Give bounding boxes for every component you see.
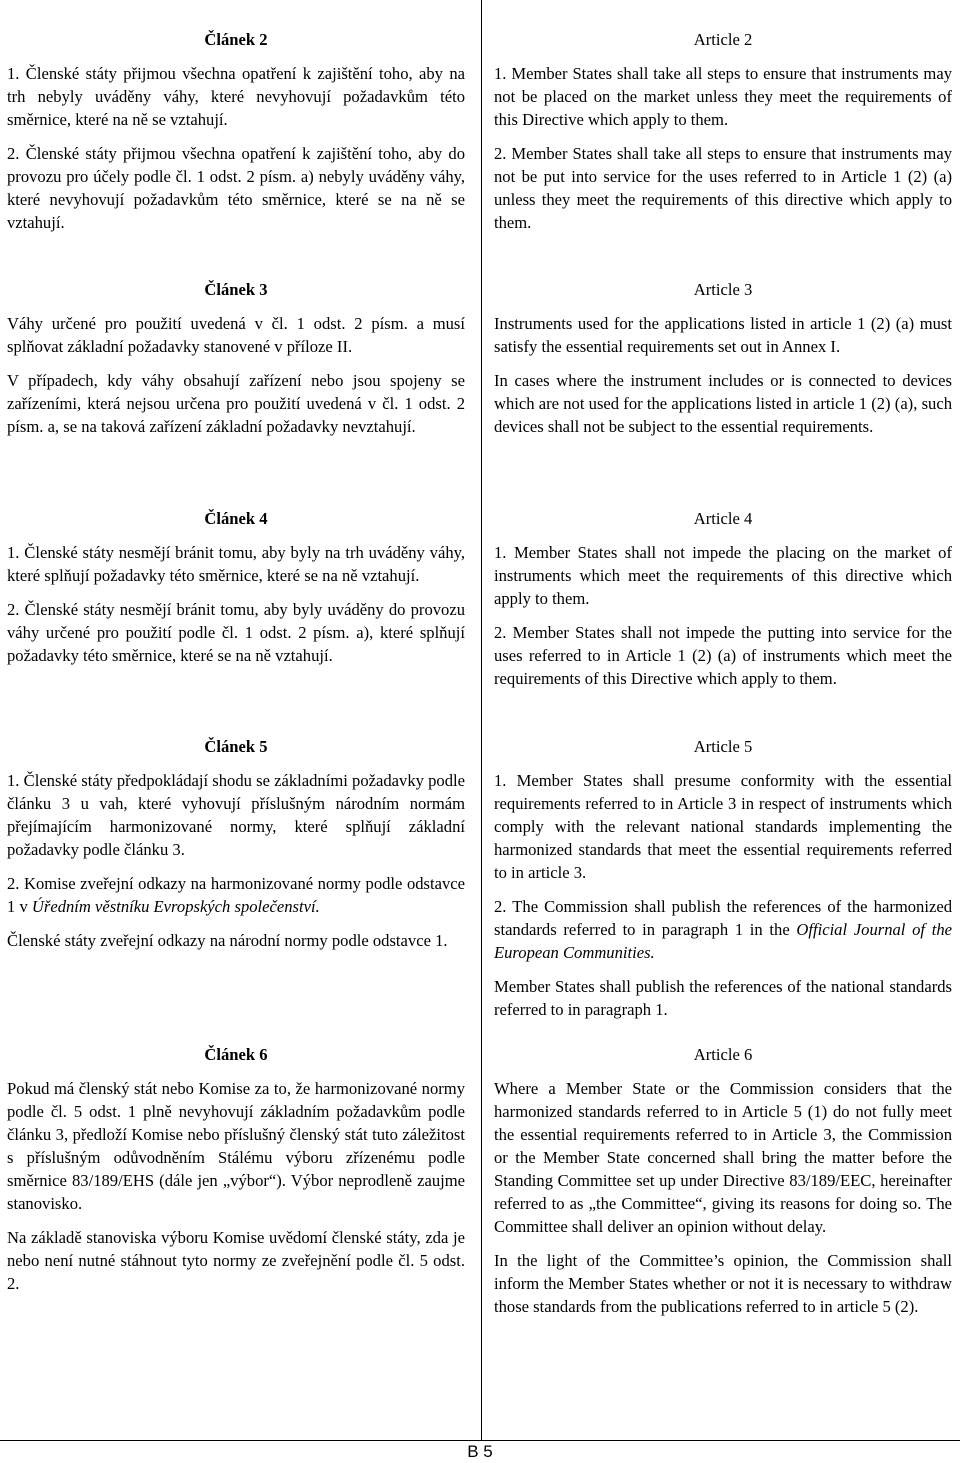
paragraph: 2. Member States shall take all steps to ensure that instruments may not be put into service for the uses referred to in Article 1 (2) (a) unless they meet the requirements of this directive which apply to them. [494,144,952,232]
paragraph: 2. Členské státy nesmějí bránit tomu, aby byly uváděny do provozu váhy určené pro použití podle čl. 1 odst. 2 písm. a), které splňují požadavky této směrnice, které se na ně vztahují. [7,600,465,665]
article-heading: Article 4 [693,509,753,528]
paragraph: In cases where the instrument includes or is connected to devices which are not used for the applications listed in article 1 (2) (a), such devices shall not be subject to the essential requirements. [494,371,952,436]
paragraph: Na základě stanoviska výboru Komise uvědomí členské státy, zda je nebo není nutné stáhnout tyto normy ze zveřejnění podle čl. 5 odst. 2. [7,1228,465,1293]
article-2-en [494,28,952,234]
article-heading: Článek 2 [204,30,268,49]
column-divider [481,0,482,1440]
paragraph: 1. Členské státy předpokládají shodu se základními požadavky podle článku 3 u vah, které vyhovují příslušným národním normám přejímajícím harmonizované normy, které splňují základní požadavky podle článku 3. [7,771,465,859]
article-6-cz [7,1043,465,1295]
article-heading: Article 2 [693,30,753,49]
article-heading: Article 6 [693,1045,753,1064]
article-heading: Article 3 [693,280,753,299]
paragraph: 1. Členské státy nesmějí bránit tomu, aby byly na trh uváděny váhy, které splňují požadavky této směrnice, které se na ně vztahují. [7,543,465,585]
article-heading: Článek 3 [204,280,268,299]
article-3-cz [7,278,465,438]
page-number: B 5 [467,1442,493,1461]
article-5-cz [7,735,465,952]
article-heading: Článek 5 [204,737,268,756]
paragraph: V případech, kdy váhy obsahují zařízení nebo jsou spojeny se zařízeními, která nejsou určena pro použití uvedená v čl. 1 odst. 2 písm. a, se na taková zařízení základní požadavky nevztahují. [7,371,465,436]
journal-title: Úředním věstníku Evropských společenství. [31,897,320,916]
paragraph: 1. Členské státy přijmou všechna opatření k zajištění toho, aby na trh nebyly uváděny váhy, které nevyhovují požadavkům této směrnice, které na ně se vztahují. [7,64,465,129]
article-5-en [494,735,952,1021]
paragraph-text: 2. Komise zveřejní odkazy na harmonizované normy podle odstavce 1 v [7,874,465,916]
article-4-en [494,507,952,690]
paragraph: In the light of the Committee’s opinion, the Commission shall inform the Member States whether or not it is necessary to withdraw those standards from the publications referred to in article 5 (2). [494,1251,952,1316]
paragraph: 1. Member States shall not impede the placing on the market of instruments which meet the requirements of this directive which apply to them. [494,543,952,608]
paragraph: Pokud má členský stát nebo Komise za to, že harmonizované normy podle čl. 5 odst. 1 plně nevyhovují základním požadavkům podle článku 3, předloží Komise nebo příslušný členský stát tuto záležitost s příslušným odůvodněním Stálému výboru zřízenému podle směrnice 83/189/EHS (dále jen „výbor“). Výbor neprodleně zaujme stanovisko. [7,1079,465,1213]
article-6-en [494,1043,952,1318]
paragraph: Váhy určené pro použití uvedená v čl. 1 odst. 2 písm. a musí splňovat základní požadavky stanovené v příloze II. [7,314,465,356]
paragraph: 1. Member States shall take all steps to ensure that instruments may not be placed on the market unless they meet the requirements of this Directive which apply to them. [494,64,952,129]
journal-title: Official Journal of the European Communities. [494,920,952,962]
article-3-en [494,278,952,438]
paragraph: Členské státy zveřejní odkazy na národní normy podle odstavce 1. [7,931,448,950]
paragraph: 1. Member States shall presume conformity with the essential requirements referred to in Article 3 in respect of instruments which comply with the relevant national standards implementing the harmonized standards that meet the essential requirements referred to in article 3. [494,771,952,882]
paragraph: Instruments used for the applications listed in article 1 (2) (a) must satisfy the essential requirements set out in Annex I. [494,314,952,356]
article-heading: Článek 4 [204,509,268,528]
article-2-cz [7,28,465,234]
article-heading: Článek 6 [204,1045,268,1064]
paragraph [494,895,952,964]
paragraph: Where a Member State or the Commission considers that the harmonized standards referred to in Article 5 (1) do not fully meet the essential requirements referred to in Article 3, the Commission or the Member State concerned shall bring the matter before the Standing Committee set up under Directive 83/189/EEC, hereinafter referred to as „the Committee“, giving its reasons for doing so. The Committee shall deliver an opinion without delay. [494,1079,952,1236]
paragraph: Member States shall publish the references of the national standards referred to in paragraph 1. [494,977,952,1019]
article-4-cz [7,507,465,667]
paragraph-text: 2. The Commission shall publish the references of the harmonized standards referred to in paragraph 1 in the [494,897,952,939]
paragraph [7,872,465,918]
paragraph: 2. Member States shall not impede the putting into service for the uses referred to in Article 1 (2) (a) of instruments which meet the requirements of this Directive which apply to them. [494,623,952,688]
footer-rule [0,1440,960,1441]
article-heading: Article 5 [693,737,753,756]
paragraph: 2. Členské státy přijmou všechna opatření k zajištění toho, aby do provozu pro účely podle čl. 1 odst. 2 písm. a) nebyly uváděny váhy, které nevyhovují požadavkům této směrnice, které se na ně se vztahují. [7,144,465,232]
